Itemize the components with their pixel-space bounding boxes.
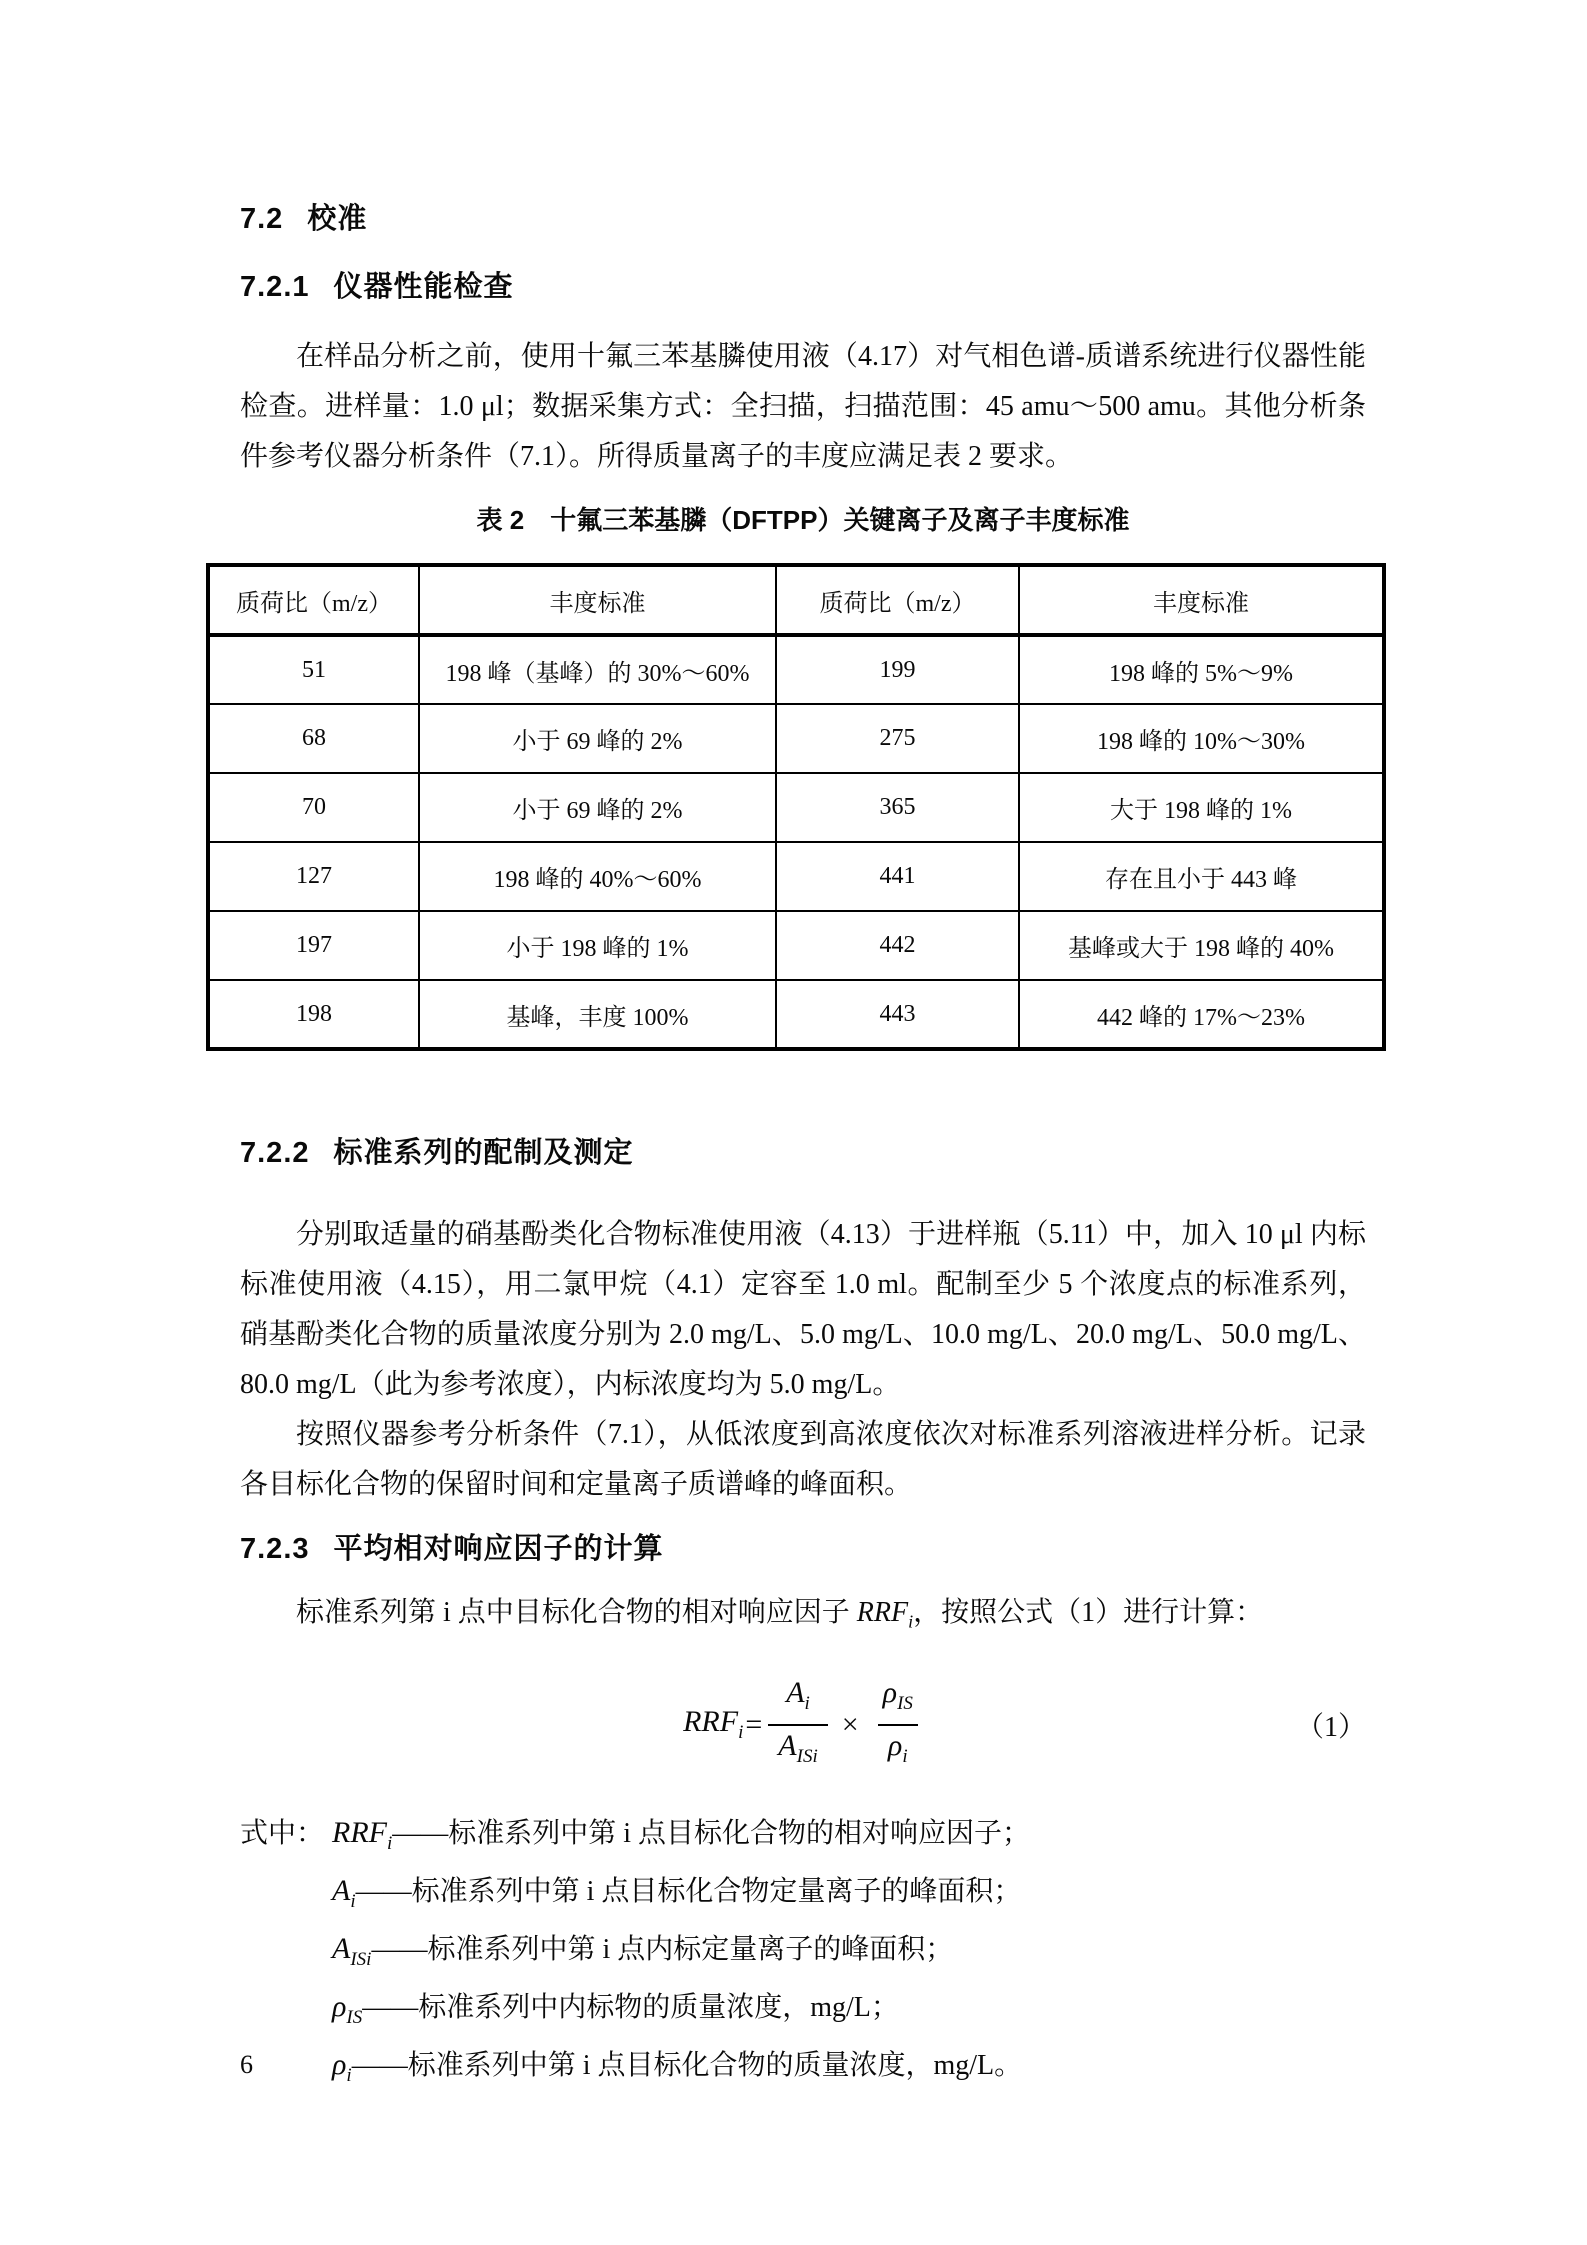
definition-text: ——标准系列中第 i 点目标化合物的相对响应因子；: [392, 1817, 1031, 1849]
table-cell: 443: [776, 980, 1019, 1049]
table-cell: 198 峰的 10%～30%: [1019, 704, 1384, 773]
section-number: 7.2.1: [240, 271, 310, 303]
page-number: 6: [240, 2050, 253, 2079]
section-title: 平均相对响应因子的计算: [333, 1533, 664, 1565]
table-header-cell: 丰度标准: [419, 565, 776, 635]
equation-1-row: [240, 1661, 1366, 1789]
table-cell: 51: [208, 635, 419, 704]
equals-sign: =: [745, 1707, 763, 1741]
table-caption: [240, 504, 1366, 536]
table-cell: 小于 69 峰的 2%: [419, 773, 776, 842]
table-cell: 127: [208, 842, 419, 911]
table-cell: 442: [776, 911, 1019, 980]
table-cell: 198: [208, 980, 419, 1049]
table-cell: 198 峰的 5%～9%: [1019, 635, 1384, 704]
rrf-inline-symbol: $RRF_i$: [856, 1597, 914, 1632]
definition-symbol: $\rho_{IS}$: [332, 1989, 363, 2028]
multiply-sign: ×: [841, 1707, 859, 1741]
table-cell: 441: [776, 842, 1019, 911]
rrf-intro-before: 标准系列第 i 点中目标化合物的相对响应因子: [296, 1597, 857, 1628]
definition-line: [240, 1983, 1366, 2041]
definitions-label: 式中：: [240, 1817, 325, 1849]
paragraph-standard-series-1: 分别取适量的硝基酚类化合物标准使用液（4.13）于进样瓶（5.11）中，加入 10 μl 内标标准使用液（4.15），用二氯甲烷（4.1）定容至 1.0 ml。配制至少 5 个浓度点的标准系列，硝基酚类化合物的质量浓度分别为 2.0 mg/L、5.0 mg/L、10.0 mg/L、20.0 mg/L、50.0 mg/L、80.0 mg/L（此为参考浓度），内标浓度均为 5.0 mg/L。: [240, 1219, 1366, 1400]
table-cell: 小于 198 峰的 1%: [419, 911, 776, 980]
table-cell: 小于 69 峰的 2%: [419, 704, 776, 773]
definition-line: [240, 1925, 1366, 1983]
table-cell: 275: [776, 704, 1019, 773]
section-number: 7.2: [240, 203, 284, 235]
table-cell: 70: [208, 773, 419, 842]
table-cell: 199: [776, 635, 1019, 704]
definition-text: ——标准系列中内标物的质量浓度，mg/L；: [362, 1991, 899, 2023]
table-row: [208, 773, 1384, 842]
section-number: 7.2.2: [240, 1137, 310, 1169]
table-row: [208, 635, 1384, 704]
formula-lhs: $RRF_i$: [683, 1705, 744, 1744]
section-title: 仪器性能检查: [333, 271, 514, 303]
dftpp-table-wrap: [206, 563, 1366, 1051]
paragraph-performance-check: 在样品分析之前，使用十氟三苯基膦使用液（4.17）对气相色谱-质谱系统进行仪器性能检查。进样量：1.0 μl；数据采集方式：全扫描，扫描范围：45 amu～500 amu。其他分析条件参考仪器分析条件（7.1）。所得质量离子的丰度应满足表 2 要求。: [240, 341, 1366, 472]
table-cell: 442 峰的 17%～23%: [1019, 980, 1384, 1049]
paragraph-rrf-intro: [240, 1588, 1366, 1647]
table-cell: 68: [208, 704, 419, 773]
table-header-cell: 丰度标准: [1019, 565, 1384, 635]
definition-text: ——标准系列中第 i 点目标化合物的质量浓度，mg/L。: [351, 2049, 1023, 2081]
paragraph-standard-series-2: 按照仪器参考分析条件（7.1），从低浓度到高浓度依次对标准系列溶液进样分析。记录各目标化合物的保留时间和定量离子质谱峰的峰面积。: [240, 1419, 1366, 1500]
definitions-list: [240, 1809, 1366, 2099]
table-cell: 198 峰的 40%～60%: [419, 842, 776, 911]
rrf-intro-after: ，按照公式（1）进行计算：: [913, 1597, 1264, 1628]
definition-symbol: $A_{ISi}$: [332, 1931, 372, 1970]
table-header-cell: 质荷比（m/z）: [208, 565, 419, 635]
area-fraction: [768, 1673, 827, 1777]
table-cell: 存在且小于 443 峰: [1019, 842, 1384, 911]
table-row: [208, 704, 1384, 773]
table-cell: 197: [208, 911, 419, 980]
definition-text: ——标准系列中第 i 点目标化合物定量离子的峰面积；: [355, 1875, 1022, 1907]
table-cell: 大于 198 峰的 1%: [1019, 773, 1384, 842]
table-cell: 基峰，丰度 100%: [419, 980, 776, 1049]
definition-symbol: $\rho_i$: [332, 2047, 352, 2086]
definition-line: [240, 1809, 1366, 1867]
table-body: [208, 635, 1384, 1049]
fraction-denominator: $A_{ISi}$: [768, 1724, 827, 1777]
page-content: [0, 202, 1587, 2099]
table-row: [208, 842, 1384, 911]
section-heading-7-2: [240, 202, 1366, 236]
dftpp-table: [206, 563, 1386, 1051]
section-title: 标准系列的配制及测定: [333, 1137, 634, 1169]
table-caption-label: 表 2: [476, 505, 525, 535]
table-row: [208, 911, 1384, 980]
section-heading-7-2-3: [240, 1532, 1366, 1566]
definition-text: ——标准系列中第 i 点内标定量离子的峰面积；: [371, 1933, 954, 1965]
fraction-numerator: $\rho_{IS}$: [882, 1675, 913, 1714]
fraction-numerator: $A_i$: [786, 1675, 810, 1714]
section-title: 校准: [307, 203, 368, 235]
equation-number: （1）: [1295, 1711, 1366, 1743]
section-heading-7-2-1: [240, 270, 1366, 304]
table-cell: 198 峰（基峰）的 30%～60%: [419, 635, 776, 704]
table-header-row: [208, 565, 1384, 635]
definition-line: [240, 1867, 1366, 1925]
table-caption-title: 十氟三苯基膦（DFTPP）关键离子及离子丰度标准: [550, 505, 1130, 535]
rrf-formula: [683, 1673, 923, 1777]
table-cell: 365: [776, 773, 1019, 842]
definition-symbol: $A_i$: [332, 1873, 356, 1912]
fraction-denominator: $\rho_i$: [878, 1724, 918, 1777]
section-number: 7.2.3: [240, 1533, 310, 1565]
table-header-cell: 质荷比（m/z）: [776, 565, 1019, 635]
table-row: [208, 980, 1384, 1049]
definition-line: [240, 2041, 1366, 2099]
section-heading-7-2-2: [240, 1136, 1366, 1170]
concentration-fraction: [873, 1673, 923, 1777]
definition-symbol: $RRF_i$: [332, 1815, 393, 1854]
table-cell: 基峰或大于 198 峰的 40%: [1019, 911, 1384, 980]
